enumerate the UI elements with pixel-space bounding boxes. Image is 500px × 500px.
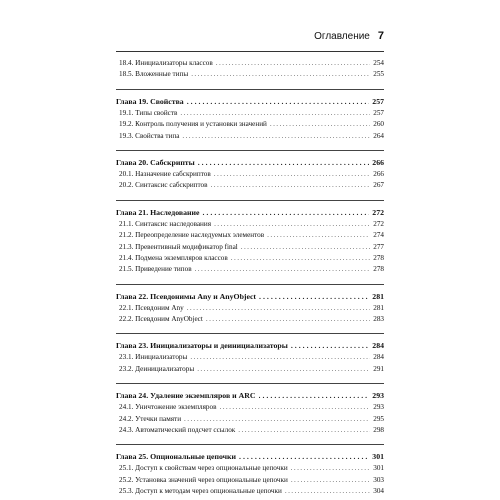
chapter-page: 301 — [372, 452, 384, 462]
chapter-24-block — [116, 383, 384, 436]
toc-entry-label: 19.2. Контроль получения и установки значений — [119, 120, 267, 129]
dot-leader — [216, 58, 370, 69]
toc-entry-page: 278 — [373, 265, 384, 274]
toc-entry[interactable] — [116, 69, 384, 80]
dot-leader — [211, 180, 371, 191]
chapter-title: Глава 24. Удаление экземпляров и ARC — [116, 391, 256, 401]
toc-entry[interactable] — [116, 108, 384, 119]
toc-entry-page: 264 — [373, 131, 384, 140]
section-title: Оглавление — [314, 31, 370, 42]
chapter-page: 272 — [372, 207, 384, 217]
toc-entry-label: 19.3. Свойства типа — [119, 131, 180, 140]
dot-leader — [259, 291, 369, 303]
toc-entry-label: 21.4. Подмена экземпляров классов — [119, 253, 228, 262]
toc-entry-page: 272 — [373, 219, 384, 228]
toc-entry-page: 278 — [373, 253, 384, 262]
toc-entry[interactable] — [116, 414, 384, 425]
toc-entry-label: 22.2. Псевдоним AnyObject — [119, 315, 203, 324]
chapter-heading[interactable] — [116, 390, 384, 402]
toc-page — [116, 30, 384, 498]
toc-entry[interactable] — [116, 314, 384, 325]
dot-leader — [291, 340, 369, 352]
toc-entry-label: 20.1. Назначение сабскриптов — [119, 169, 211, 178]
toc-entry-page: 266 — [373, 169, 384, 178]
chapter-19-block — [116, 89, 384, 142]
dot-leader — [270, 119, 370, 130]
dot-leader — [191, 69, 370, 80]
toc-entry-page: 304 — [373, 487, 384, 496]
toc-entry-label: 25.1. Доступ к свойствам через опциональные цепочки — [119, 464, 288, 473]
chapter-title: Глава 25. Опциональные цепочки — [116, 452, 237, 462]
toc-entry-label: 25.3. Доступ к методам через опциональные цепочки — [119, 487, 282, 496]
toc-entry-label: 25.2. Установка значений через опциональные цепочки — [119, 475, 288, 484]
dot-leader — [220, 402, 371, 413]
chapter-22-block — [116, 284, 384, 326]
toc-entry-label: 23.1. Инициализаторы — [119, 353, 188, 362]
toc-entry[interactable] — [116, 425, 384, 436]
chapter-heading[interactable] — [116, 207, 384, 219]
toc-entry[interactable] — [116, 169, 384, 180]
toc-entry[interactable] — [116, 402, 384, 413]
dot-leader — [231, 253, 370, 264]
toc-entry-page: 293 — [373, 403, 384, 412]
dot-leader — [291, 463, 371, 474]
chapter-title: Глава 20. Сабскрипты — [116, 157, 195, 167]
toc-entry-page: 283 — [373, 315, 384, 324]
chapter-21-block — [116, 200, 384, 276]
toc-entry-page: 301 — [373, 464, 384, 473]
chapter-heading[interactable] — [116, 340, 384, 352]
dot-leader — [198, 157, 370, 169]
chapter-page: 281 — [372, 291, 384, 301]
dot-leader — [238, 425, 370, 436]
dot-leader — [202, 207, 369, 219]
chapter-title: Глава 23. Инициализаторы и деинициализаторы — [116, 341, 288, 351]
toc-entry[interactable] — [116, 230, 384, 241]
toc-entry-label: 24.2. Утечки памяти — [119, 414, 182, 423]
chapter-page: 284 — [372, 341, 384, 351]
toc-entry-page: 274 — [373, 231, 384, 240]
chapter-page: 257 — [372, 96, 384, 106]
toc-entry-page: 295 — [373, 414, 384, 423]
chapter-heading[interactable] — [116, 291, 384, 303]
toc-entry[interactable] — [116, 463, 384, 474]
dot-leader — [187, 303, 371, 314]
dot-leader — [241, 242, 370, 253]
toc-entry-page: 277 — [373, 242, 384, 251]
toc-entry[interactable] — [116, 131, 384, 142]
toc-entry[interactable] — [116, 219, 384, 230]
toc-entry[interactable] — [116, 242, 384, 253]
toc-entry-page: 281 — [373, 303, 384, 312]
toc-entry[interactable] — [116, 364, 384, 375]
toc-entry-page: 254 — [373, 59, 384, 67]
toc-entry-label: 21.5. Приведение типов — [119, 265, 192, 274]
toc-entry-page: 298 — [373, 426, 384, 435]
chapter-23-block — [116, 333, 384, 375]
page-number: 7 — [377, 30, 384, 42]
toc-entry[interactable] — [116, 303, 384, 314]
chapter-25-block — [116, 444, 384, 497]
dot-leader — [182, 131, 370, 142]
dot-leader — [195, 264, 371, 275]
dot-leader — [291, 475, 370, 486]
toc-entry[interactable] — [116, 486, 384, 497]
chapter-page: 266 — [372, 157, 384, 167]
toc-entry[interactable] — [116, 58, 384, 69]
toc-entry[interactable] — [116, 264, 384, 275]
dot-leader — [180, 108, 370, 119]
toc-entry-label: 19.1. Типы свойств — [119, 108, 178, 117]
toc-entry-label: 18.4. Инициализаторы классов — [119, 59, 213, 67]
chapter-title: Глава 21. Наследование — [116, 207, 200, 217]
chapter-heading[interactable] — [116, 96, 384, 108]
dot-leader — [190, 352, 370, 363]
toc-entry-label: 23.2. Деинициализаторы — [119, 364, 195, 373]
dot-leader — [267, 230, 370, 241]
toc-entry[interactable] — [116, 180, 384, 191]
toc-entry-page: 303 — [373, 475, 384, 484]
toc-entry-label: 18.5. Вложенные типы — [119, 70, 189, 79]
dot-leader — [239, 451, 369, 463]
running-header — [116, 30, 384, 52]
dot-leader — [214, 169, 370, 180]
chapter-page: 293 — [372, 391, 384, 401]
toc-entry[interactable] — [116, 475, 384, 486]
chapter-title: Глава 22. Псевдонимы Any и AnyObject — [116, 291, 257, 301]
dot-leader — [206, 314, 370, 325]
dot-leader — [187, 96, 370, 108]
toc-entry[interactable] — [116, 119, 384, 130]
toc-entry-label: 21.1. Синтаксис наследования — [119, 219, 212, 228]
chapter-heading[interactable] — [116, 157, 384, 169]
toc-entry-page: 255 — [373, 70, 384, 79]
chapter-title: Глава 19. Свойства — [116, 96, 184, 106]
toc-entry-page: 267 — [373, 181, 384, 190]
toc-entry-page: 257 — [373, 108, 384, 117]
chapter-20-block — [116, 150, 384, 192]
toc-entry-page: 291 — [373, 364, 384, 373]
toc-entry-label: 24.3. Автоматический подсчет ссылок — [119, 426, 236, 435]
toc-entry-label: 21.2. Переопределение наследуемых элементов — [119, 231, 265, 240]
dot-leader — [285, 486, 370, 497]
dot-leader — [184, 414, 370, 425]
toc-entry-label: 24.1. Уничтожение экземпляров — [119, 403, 217, 412]
toc-entry-label: 22.1. Псевдоним Any — [119, 303, 184, 312]
toc-entry-page: 284 — [373, 353, 384, 362]
toc-entry[interactable] — [116, 352, 384, 363]
dot-leader — [214, 219, 370, 230]
dot-leader — [259, 390, 370, 402]
toc-entry-label: 21.3. Превентивный модификатор final — [119, 242, 238, 251]
toc-entry-label: 20.2. Синтаксис сабскриптов — [119, 181, 208, 190]
toc-entry-page: 260 — [373, 120, 384, 129]
toc-entries — [116, 58, 384, 498]
toc-entry[interactable] — [116, 253, 384, 264]
chapter-heading[interactable] — [116, 451, 384, 463]
dot-leader — [197, 364, 370, 375]
